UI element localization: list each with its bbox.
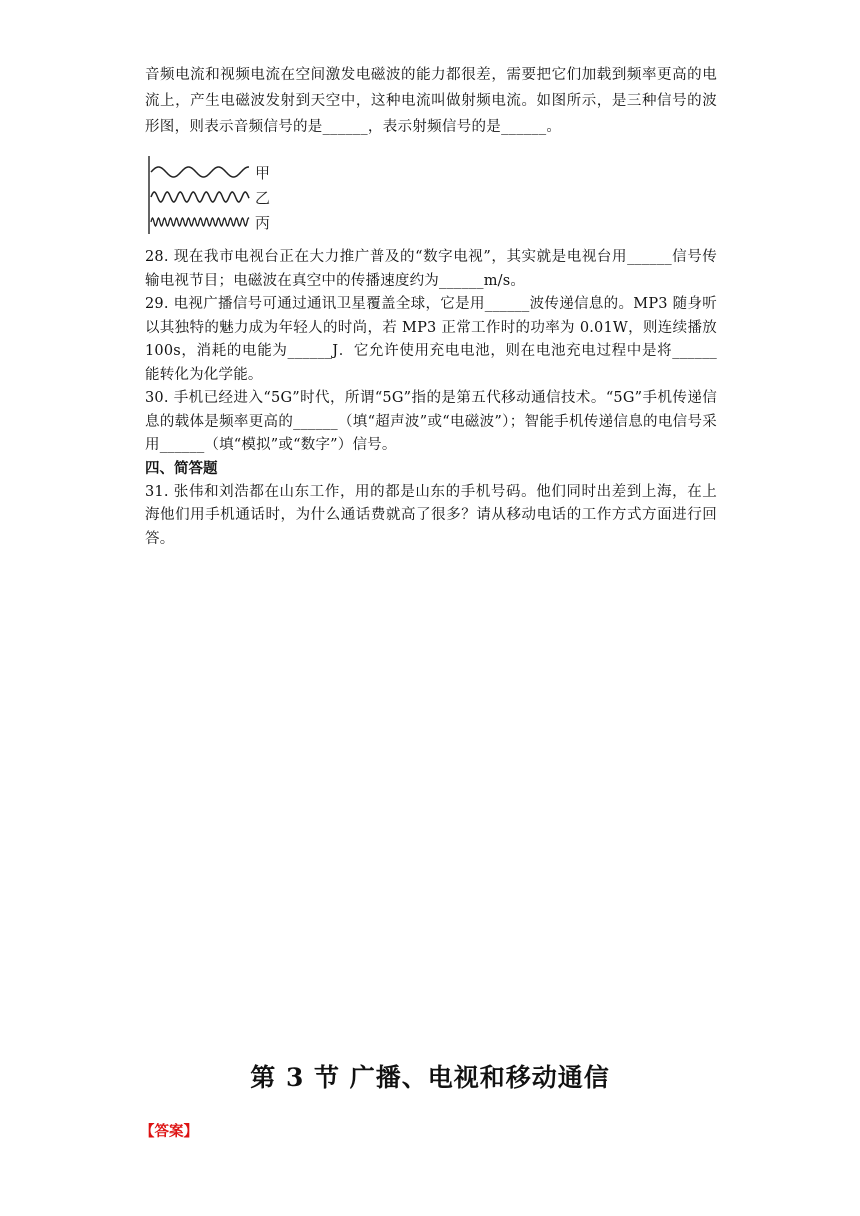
wave-yi — [151, 192, 249, 202]
question-30: 30. 手机已经进入“5G”时代，所谓“5G”指的是第五代移动通信技术。“5G”手机传递信息的载体是频率更高的______（填“超声波”或“电磁波”）；智能手机传递信息的电信号采用______（填“模拟”或“数字”）信号。 — [145, 390, 717, 453]
question-29: 29. 电视广播信号可通过通讯卫星覆盖全球，它是用______波传递信息的。MP3 随身听以其独特的魅力成为年轻人的时尚，若 MP3 正常工作时的功率为 0.01W，则连续播放100s，消耗的电能为______J．它允许使用充电电池，则在电池充电过程中是将______能转化为化学能。 — [145, 296, 717, 383]
wave-bing — [151, 218, 249, 226]
waveform-diagram — [145, 154, 255, 236]
question-31: 31. 张伟和刘浩都在山东工作，用的都是山东的手机号码。他们同时出差到上海，在上海他们用手机通话时，为什么通话费就高了很多？请从移动电话的工作方式方面进行回答。 — [145, 483, 717, 547]
question-28: 28. 现在我市电视台正在大力推广普及的“数字电视”，其实就是电视台用______信号传输电视节目；电磁波在真空中的传播速度约为______m/s。 — [145, 249, 717, 289]
wave-jia — [151, 167, 249, 177]
wave-label-bing: 丙 — [255, 214, 271, 232]
waveform-figure — [145, 154, 717, 236]
worksheet-page — [145, 62, 717, 551]
answer-label: 【答案】 — [140, 1124, 198, 1140]
wave-label-yi: 乙 — [255, 189, 271, 207]
question-27-text: 音频电流和视频电流在空间激发电磁波的能力都很差，需要把它们加载到频率更高的电流上，产生电磁波发射到天空中，这种电流叫做射频电流。如图所示，是三种信号的波形图，则表示音频信号的是______，表示射频信号的是______。 — [145, 67, 717, 135]
chapter-title: 第 3 节 广播、电视和移动通信 — [250, 1063, 610, 1092]
section-heading: 四、简答题 — [145, 460, 218, 477]
wave-label-jia: 甲 — [255, 164, 271, 182]
